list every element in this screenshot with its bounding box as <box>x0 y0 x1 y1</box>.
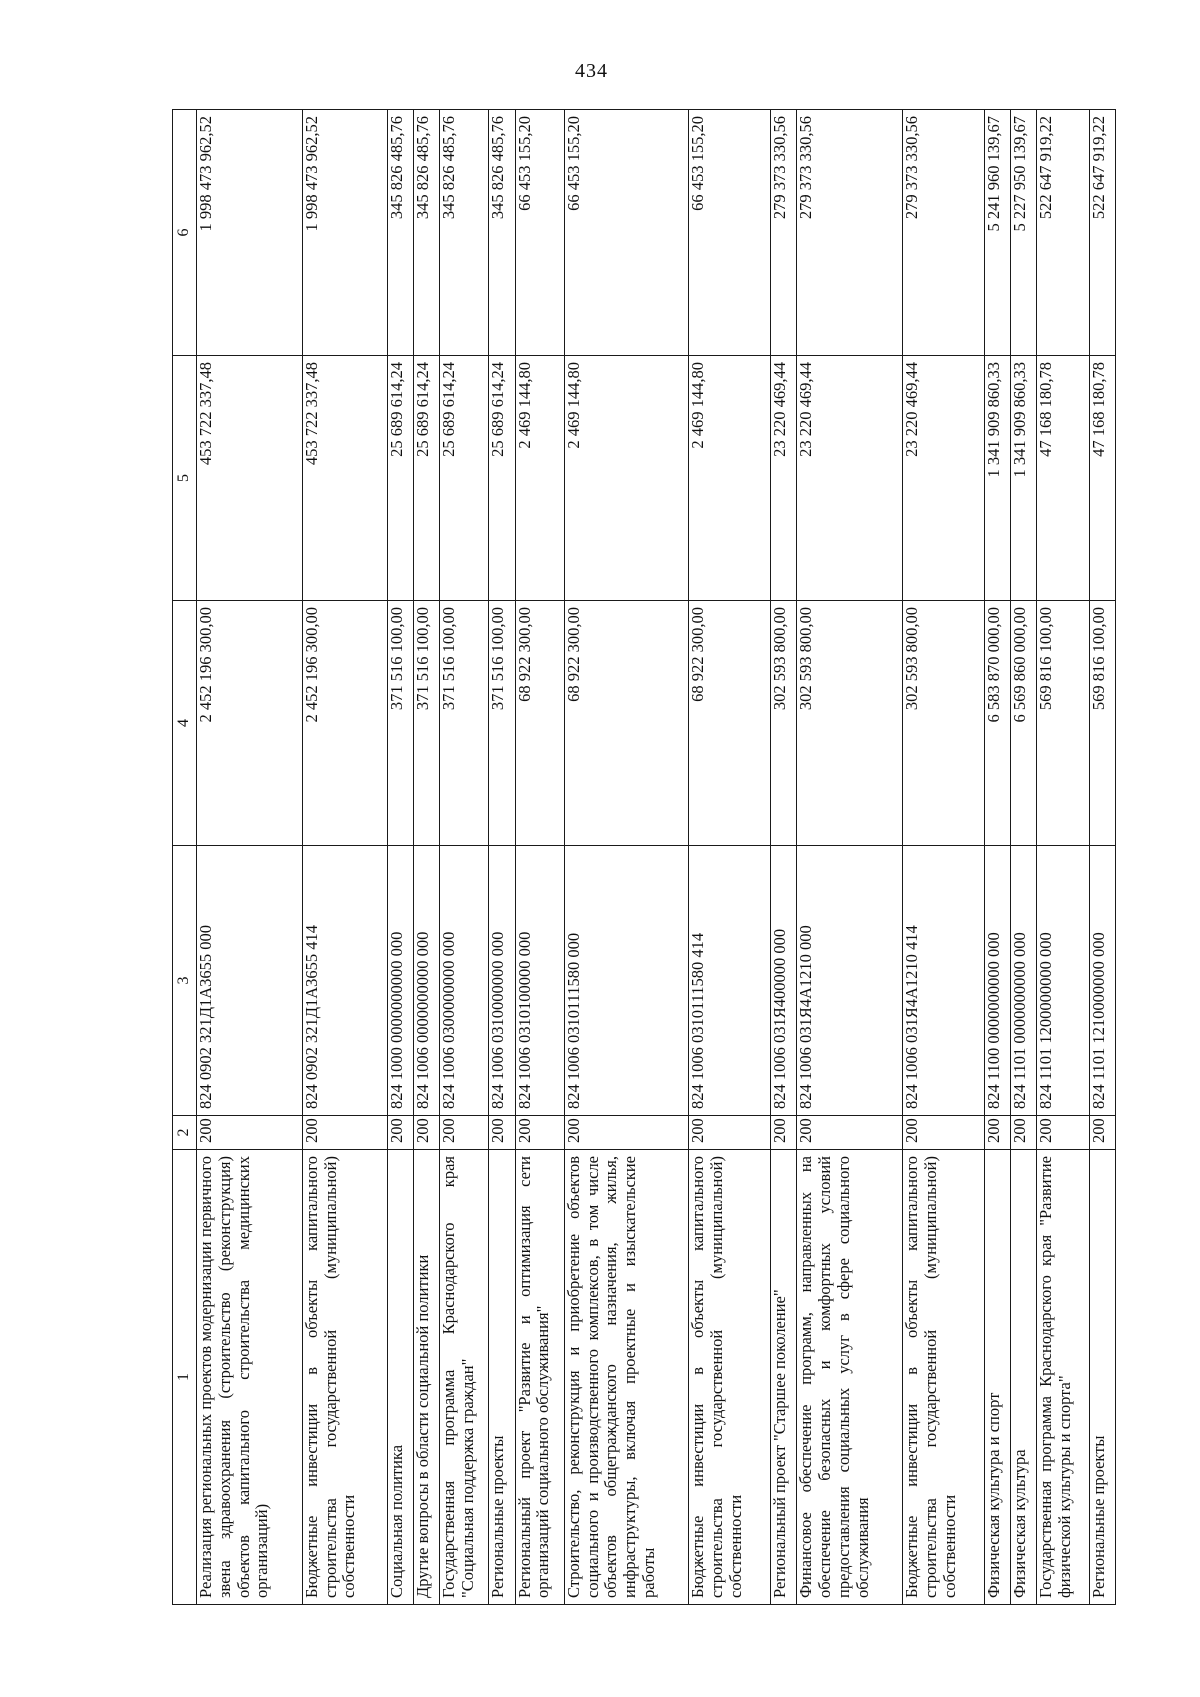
classification-code-cell: 824 0902 321Д1А3655 414 <box>302 846 387 1116</box>
remainder-amount-cell: 279 373 330,56 <box>903 110 985 356</box>
executed-amount-cell: 47 168 180,78 <box>1037 356 1089 601</box>
remainder-amount-cell: 5 227 950 139,67 <box>1011 110 1037 356</box>
row-name-cell: Бюджетные инвестиции в объекты капитального строительства государственной (муниципальной) собственности <box>689 1150 771 1605</box>
executed-amount-cell: 1 341 909 860,33 <box>1011 356 1037 601</box>
table-row <box>302 110 387 1605</box>
plan-amount-cell: 2 452 196 300,00 <box>302 601 387 846</box>
table-row <box>903 110 985 1605</box>
remainder-amount-cell: 1 998 473 962,52 <box>302 110 387 356</box>
admin-code-cell: 200 <box>302 1116 387 1150</box>
executed-amount-cell: 25 689 614,24 <box>414 356 440 601</box>
table-row <box>515 110 564 1605</box>
table-row <box>414 110 440 1605</box>
admin-code-cell: 200 <box>197 1116 303 1150</box>
remainder-amount-cell: 279 373 330,56 <box>771 110 797 356</box>
row-name-cell: Региональный проект "Старшее поколение" <box>771 1150 797 1605</box>
executed-amount-cell: 2 469 144,80 <box>689 356 771 601</box>
table-row <box>387 110 413 1605</box>
remainder-amount-cell: 345 826 485,76 <box>489 110 515 356</box>
table-row <box>1089 110 1115 1605</box>
column-number: 1 <box>173 1150 197 1605</box>
classification-code-cell: 824 1101 0000000000 000 <box>1011 846 1037 1116</box>
executed-amount-cell: 2 469 144,80 <box>515 356 564 601</box>
row-name-cell: Бюджетные инвестиции в объекты капитального строительства государственной (муниципальной) собственности <box>903 1150 985 1605</box>
remainder-amount-cell: 1 998 473 962,52 <box>197 110 303 356</box>
admin-code-cell: 200 <box>1011 1116 1037 1150</box>
plan-amount-cell: 371 516 100,00 <box>440 601 489 846</box>
classification-code-cell: 824 1006 031Я4А1210 414 <box>903 846 985 1116</box>
row-name-cell: Другие вопросы в области социальной политики <box>414 1150 440 1605</box>
classification-code-cell: 824 1006 0000000000 000 <box>414 846 440 1116</box>
classification-code-cell: 824 1000 0000000000 000 <box>387 846 413 1116</box>
plan-amount-cell: 302 593 800,00 <box>903 601 985 846</box>
executed-amount-cell: 23 220 469,44 <box>903 356 985 601</box>
row-name-cell: Реализация региональных проектов модернизации первичного звена здравоохранения (строительство (реконструкция) объектов капитального строительства медицинских организаций) <box>197 1150 303 1605</box>
classification-code-cell: 824 1006 031Я400000 000 <box>771 846 797 1116</box>
remainder-amount-cell: 345 826 485,76 <box>440 110 489 356</box>
plan-amount-cell: 68 922 300,00 <box>564 601 688 846</box>
classification-code-cell: 824 1101 1200000000 000 <box>1037 846 1089 1116</box>
admin-code-cell: 200 <box>489 1116 515 1150</box>
executed-amount-cell: 47 168 180,78 <box>1089 356 1115 601</box>
executed-amount-cell: 23 220 469,44 <box>771 356 797 601</box>
plan-amount-cell: 371 516 100,00 <box>414 601 440 846</box>
remainder-amount-cell: 345 826 485,76 <box>387 110 413 356</box>
plan-amount-cell: 569 816 100,00 <box>1037 601 1089 846</box>
classification-code-cell: 824 0902 321Д1А3655 000 <box>197 846 303 1116</box>
row-name-cell: Финансовое обеспечение программ, направленных на обеспечение безопасных и комфортных условий предоставления социальных услуг в сфере социального обслуживания <box>797 1150 903 1605</box>
rotated-table-container <box>172 110 1116 1605</box>
remainder-amount-cell: 66 453 155,20 <box>689 110 771 356</box>
column-number: 3 <box>173 846 197 1116</box>
admin-code-cell: 200 <box>387 1116 413 1150</box>
table-row <box>440 110 489 1605</box>
admin-code-cell: 200 <box>771 1116 797 1150</box>
page-number: 434 <box>575 60 608 82</box>
admin-code-cell: 200 <box>564 1116 688 1150</box>
executed-amount-cell: 25 689 614,24 <box>387 356 413 601</box>
plan-amount-cell: 6 583 870 000,00 <box>984 601 1010 846</box>
executed-amount-cell: 25 689 614,24 <box>440 356 489 601</box>
executed-amount-cell: 1 341 909 860,33 <box>984 356 1010 601</box>
remainder-amount-cell: 522 647 919,22 <box>1089 110 1115 356</box>
column-number: 4 <box>173 601 197 846</box>
plan-amount-cell: 569 816 100,00 <box>1089 601 1115 846</box>
admin-code-cell: 200 <box>984 1116 1010 1150</box>
row-name-cell: Государственная программа Краснодарского края "Развитие физической культуры и спорта" <box>1037 1150 1089 1605</box>
classification-code-cell: 824 1006 0310000000 000 <box>489 846 515 1116</box>
row-name-cell: Региональный проект "Развитие и оптимизация сети организаций социального обслуживания" <box>515 1150 564 1605</box>
table-row <box>564 110 688 1605</box>
budget-table-frame <box>172 110 1116 1605</box>
remainder-amount-cell: 522 647 919,22 <box>1037 110 1089 356</box>
table-row <box>797 110 903 1605</box>
classification-code-cell: 824 1101 1210000000 000 <box>1089 846 1115 1116</box>
plan-amount-cell: 302 593 800,00 <box>771 601 797 846</box>
remainder-amount-cell: 279 373 330,56 <box>797 110 903 356</box>
plan-amount-cell: 302 593 800,00 <box>797 601 903 846</box>
row-name-cell: Физическая культура и спорт <box>984 1150 1010 1605</box>
classification-code-cell: 824 1006 0310111580 414 <box>689 846 771 1116</box>
table-row <box>984 110 1010 1605</box>
table-row <box>771 110 797 1605</box>
table-row <box>197 110 303 1605</box>
table-row <box>489 110 515 1605</box>
row-name-cell: Региональные проекты <box>489 1150 515 1605</box>
column-number-row <box>173 110 197 1605</box>
admin-code-cell: 200 <box>1089 1116 1115 1150</box>
plan-amount-cell: 6 569 860 000,00 <box>1011 601 1037 846</box>
admin-code-cell: 200 <box>797 1116 903 1150</box>
table-row <box>1037 110 1089 1605</box>
remainder-amount-cell: 5 241 960 139,67 <box>984 110 1010 356</box>
remainder-amount-cell: 66 453 155,20 <box>564 110 688 356</box>
plan-amount-cell: 371 516 100,00 <box>387 601 413 846</box>
column-number: 5 <box>173 356 197 601</box>
plan-amount-cell: 2 452 196 300,00 <box>197 601 303 846</box>
executed-amount-cell: 23 220 469,44 <box>797 356 903 601</box>
budget-execution-table <box>172 109 1116 1605</box>
column-number: 2 <box>173 1116 197 1150</box>
row-name-cell: Бюджетные инвестиции в объекты капитального строительства государственной (муниципальной) собственности <box>302 1150 387 1605</box>
remainder-amount-cell: 345 826 485,76 <box>414 110 440 356</box>
plan-amount-cell: 68 922 300,00 <box>515 601 564 846</box>
classification-code-cell: 824 1100 0000000000 000 <box>984 846 1010 1116</box>
executed-amount-cell: 2 469 144,80 <box>564 356 688 601</box>
classification-code-cell: 824 1006 0310100000 000 <box>515 846 564 1116</box>
table-row <box>1011 110 1037 1605</box>
admin-code-cell: 200 <box>689 1116 771 1150</box>
row-name-cell: Социальная политика <box>387 1150 413 1605</box>
row-name-cell: Строительство, реконструкция и приобретение объектов социального и производственного комплексов, в том числе объектов общегражданского назначения, жилья, инфраструктуры, включая проектные и изыскательские работы <box>564 1150 688 1605</box>
plan-amount-cell: 371 516 100,00 <box>489 601 515 846</box>
classification-code-cell: 824 1006 0310111580 000 <box>564 846 688 1116</box>
row-name-cell: Государственная программа Краснодарского края "Социальная поддержка граждан" <box>440 1150 489 1605</box>
admin-code-cell: 200 <box>515 1116 564 1150</box>
admin-code-cell: 200 <box>414 1116 440 1150</box>
executed-amount-cell: 25 689 614,24 <box>489 356 515 601</box>
row-name-cell: Региональные проекты <box>1089 1150 1115 1605</box>
classification-code-cell: 824 1006 0300000000 000 <box>440 846 489 1116</box>
admin-code-cell: 200 <box>903 1116 985 1150</box>
table-row <box>689 110 771 1605</box>
remainder-amount-cell: 66 453 155,20 <box>515 110 564 356</box>
admin-code-cell: 200 <box>1037 1116 1089 1150</box>
plan-amount-cell: 68 922 300,00 <box>689 601 771 846</box>
row-name-cell: Физическая культура <box>1011 1150 1037 1605</box>
executed-amount-cell: 453 722 337,48 <box>197 356 303 601</box>
executed-amount-cell: 453 722 337,48 <box>302 356 387 601</box>
admin-code-cell: 200 <box>440 1116 489 1150</box>
column-number: 6 <box>173 110 197 356</box>
classification-code-cell: 824 1006 031Я4А1210 000 <box>797 846 903 1116</box>
